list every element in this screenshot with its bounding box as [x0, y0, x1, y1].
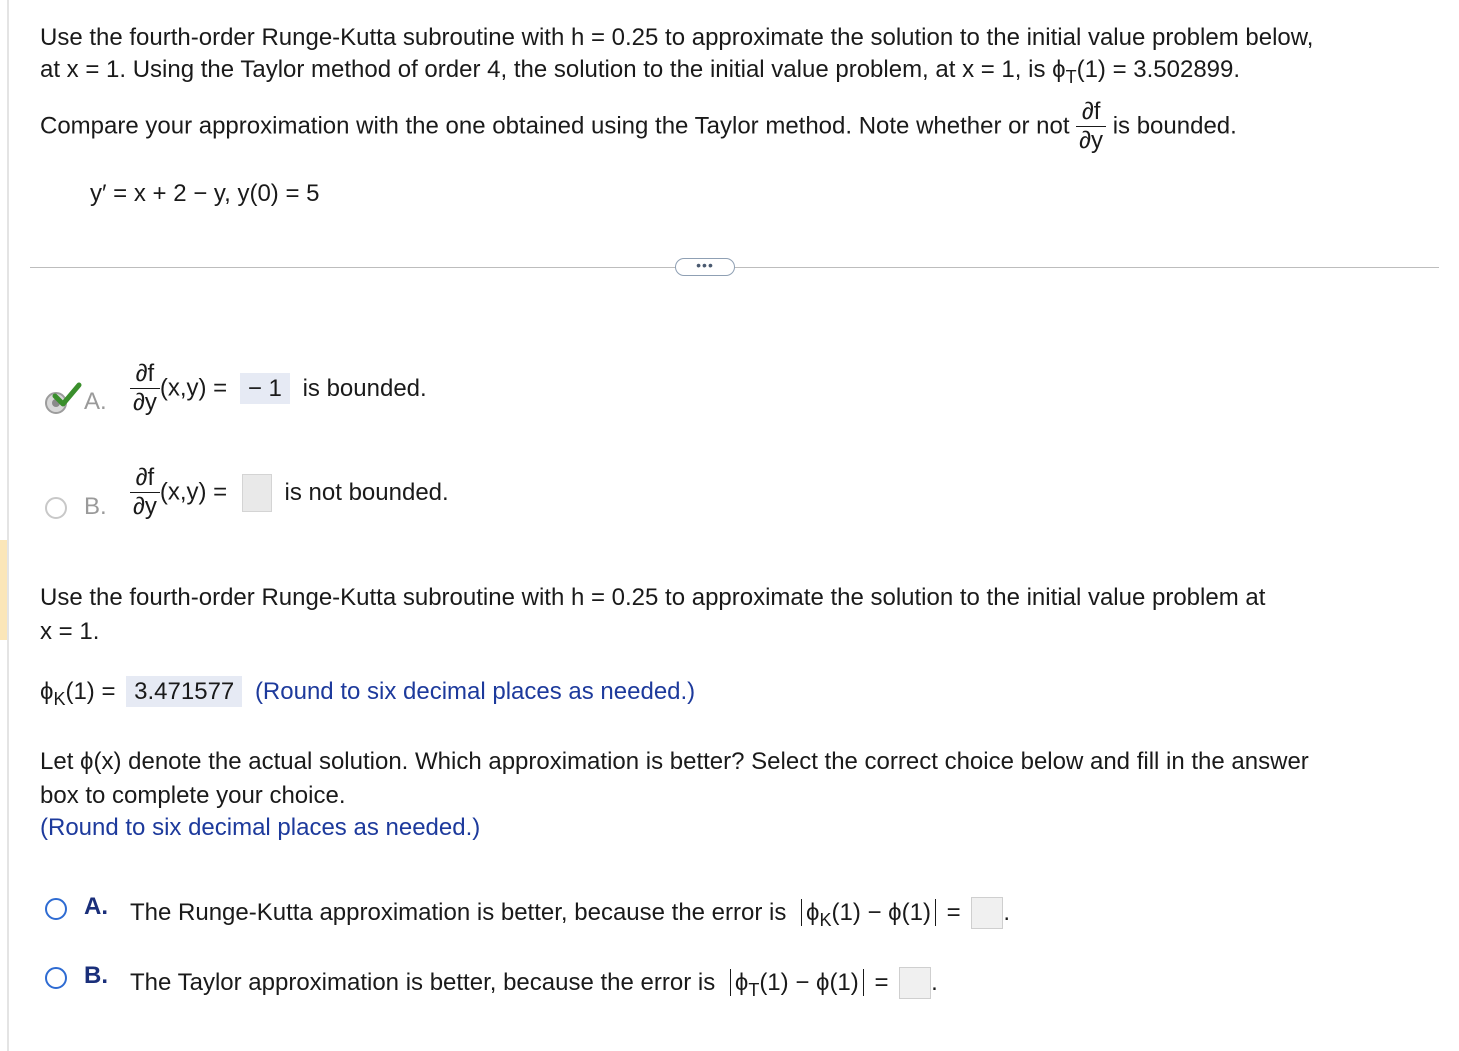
rk-answer-line: $\phi_K(1) = 3.471577$ (Round to six decimal places as needed.) [40, 678, 696, 709]
final-choice-b-label: B. [84, 962, 108, 989]
choice-b-label: B. [84, 493, 107, 520]
ivp-equation: y′ = x + 2 − y, y(0) = 5 [90, 180, 320, 207]
rk-line-1: Use the fourth-order Runge-Kutta subroutine with h = 0.25 to approximate the solution to the initial value problem at [40, 584, 1266, 611]
final-choice-a-text: The Runge-Kutta approximation is better, because the error is $\phi_K(1) - \phi(1)$ = . [130, 899, 1010, 930]
choice-a-content: $\frac{\partial f}{\partial y}$ (x,y) = − 1 is bounded. [130, 362, 427, 415]
final-choice-a-answer-box[interactable] [971, 897, 1003, 929]
final-choice-b-abs: $\phi_T(1) - \phi(1)$ [730, 969, 864, 996]
final-choice-b-answer-box[interactable] [899, 967, 931, 999]
partial-derivative-fraction: $\frac{\partial f}{\partial y}$ [1076, 100, 1106, 153]
final-choice-b-radio[interactable] [45, 967, 67, 989]
left-border [7, 0, 9, 1051]
checkmark-icon [52, 382, 82, 408]
final-choice-b-text: The Taylor approximation is better, because the error is $\phi_T(1) - \phi(1)$ = . [130, 969, 938, 1000]
compare-q-line-1: Let ϕ(x) denote the actual solution. Which approximation is better? Select the correct choice below and fill in the answer [40, 748, 1309, 775]
compare-line: Compare your approximation with the one obtained using the Taylor method. Note whether or not $\frac{\partial f}{\partial y}$ is bounded. [40, 98, 1237, 154]
final-choice-a-radio[interactable] [45, 898, 67, 920]
more-button[interactable]: ••• [675, 258, 735, 276]
choice-b-content: $\frac{\partial f}{\partial y}$ (x,y) = is not bounded. [130, 466, 449, 519]
choice-a-label: A. [84, 388, 107, 415]
problem-line-1: Use the fourth-order Runge-Kutta subroutine with h = 0.25 to approximate the solution to the initial value problem below, [40, 24, 1314, 51]
subscript-t: T [1065, 67, 1077, 87]
choice-a-fraction: $\frac{\partial f}{\partial y}$ [130, 362, 160, 415]
choice-b-answer-box[interactable] [242, 474, 272, 512]
choice-b-fraction: $\frac{\partial f}{\partial y}$ [130, 466, 160, 519]
compare-hint: (Round to six decimal places as needed.) [40, 814, 481, 841]
rk-hint: (Round to six decimal places as needed.) [254, 678, 696, 705]
left-margin-marker [0, 540, 7, 640]
choice-b-radio[interactable] [45, 497, 67, 519]
final-choice-a-label: A. [84, 893, 108, 920]
rk-answer[interactable]: 3.471577 [126, 676, 242, 707]
rk-line-2: x = 1. [40, 618, 100, 645]
choice-a-answer[interactable]: − 1 [240, 373, 290, 404]
compare-q-line-2: box to complete your choice. [40, 782, 346, 809]
final-choice-a-abs: $\phi_K(1) - \phi(1)$ [801, 899, 936, 926]
problem-line-2: at x = 1. Using the Taylor method of order 4, the solution to the initial value problem, at x = 1, is $\phi_T(1) = 3.502899$. [40, 56, 1241, 87]
phi-symbol: ϕ [1052, 56, 1066, 83]
